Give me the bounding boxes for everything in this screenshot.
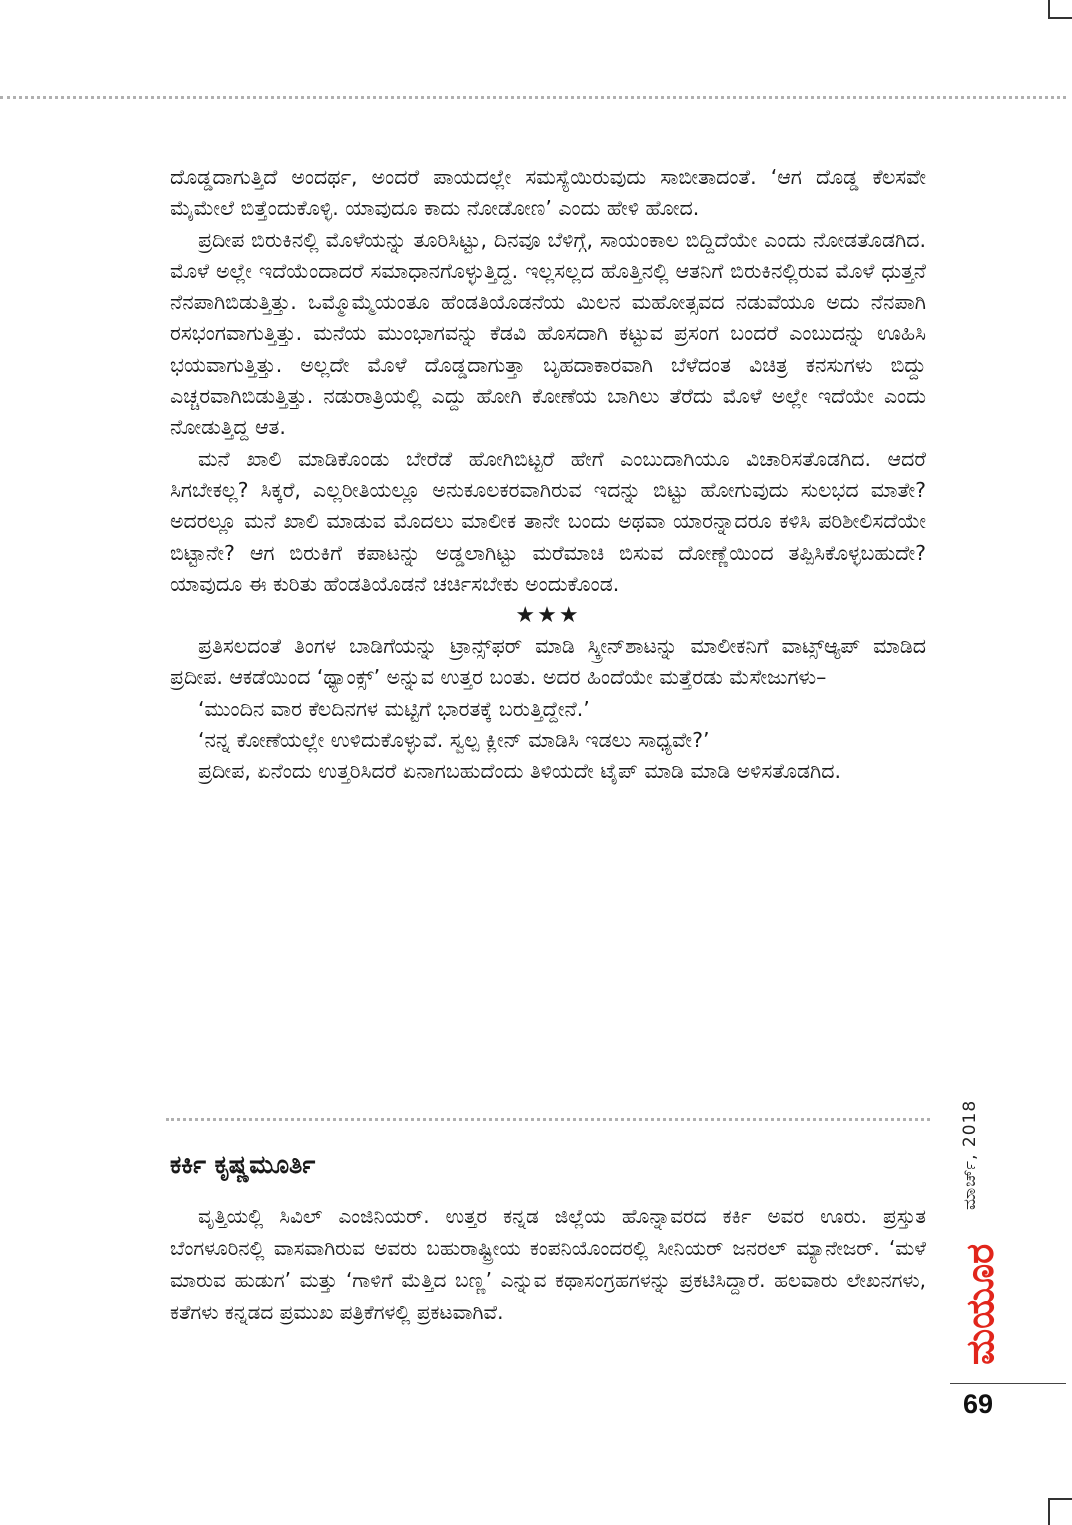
page-number: 69 bbox=[963, 1389, 994, 1419]
section-separator: ★★★ bbox=[515, 603, 581, 629]
crop-mark-bottom-right-h bbox=[1048, 1498, 1072, 1500]
header-dotted-rule bbox=[0, 96, 1066, 99]
story-body bbox=[170, 162, 926, 788]
story-dialogue: ‘ನನ್ನ ಕೋಣೆಯಲ್ಲೇ ಉಳಿದುಕೊಳ್ಳುವೆ. ಸ್ವಲ್ಪ ಕ್ಲೀನ್ ಮಾಡಿಸಿ ಇಡಲು ಸಾಧ್ಯವೇ?’ bbox=[198, 728, 710, 753]
story-paragraph: ಮನೆ ಖಾಲಿ ಮಾಡಿಕೊಂಡು ಬೇರೆಡೆ ಹೋಗಿಬಿಟ್ಟರೆ ಹೇಗೆ ಎಂಬುದಾಗಿಯೂ ವಿಚಾರಿಸತೊಡಗಿದ. ಆದರೆ ಸಿಗಬೇಕಲ್ಲ? ಸಿಕ್ಕರೆ, ಎಲ್ಲರೀತಿಯಲ್ಲೂ ಅನುಕೂಲಕರವಾಗಿರುವ ಇದನ್ನು ಬಿಟ್ಟು ಹೋಗುವುದು ಸುಲಭದ ಮಾತೇ? ಅದರಲ್ಲೂ ಮನೆ ಖಾಲಿ ಮಾಡುವ ಮೊದಲು ಮಾಲೀಕ ತಾನೇ ಬಂದು ಅಥವಾ ಯಾರನ್ನಾದರೂ ಕಳಿಸಿ ಪರಿಶೀಲಿಸದೆಯೇ ಬಿಟ್ಟಾನೇ? ಆಗ ಬಿರುಕಿಗೆ ಕಪಾಟನ್ನು ಅಡ್ಡಲಾಗಿಟ್ಟು ಮರೆಮಾಚಿ ಬಿಸುವ ದೋಣ್ಣೆಯಿಂದ ತಪ್ಪಿಸಿಕೊಳ್ಳಬಹುದೇ? ಯಾವುದೂ ಈ ಕುರಿತು ಹೆಂಡತಿಯೊಡನೆ ಚರ್ಚಿಸಬೇಕು ಅಂದುಕೊಂಡ. bbox=[170, 446, 926, 596]
issue-date: ಮಾರ್ಚ್, 2018 bbox=[960, 1100, 980, 1211]
story-dialogue: ‘ಮುಂದಿನ ವಾರ ಕೆಲದಿನಗಳ ಮಟ್ಟಿಗೆ ಭಾರತಕ್ಕೆ ಬರುತ್ತಿದ್ದೇನೆ.’ bbox=[198, 696, 590, 721]
story-paragraph: ದೊಡ್ಡದಾಗುತ್ತಿದೆ ಅಂದರ್ಥ, ಅಂದರೆ ಪಾಯದಲ್ಲೇ ಸಮಸ್ಯೆಯಿರುವುದು ಸಾಬೀತಾದಂತೆ. ‘ಆಗ ದೊಡ್ಡ ಕೆಲಸವೇ ಮೈಮೇಲೆ ಬಿತ್ತೆಂದುಕೊಳ್ಳಿ. ಯಾವುದೂ ಕಾದು ನೋಡೋಣ’ ಎಂದು ಹೇಳಿ ಹೋದ. bbox=[170, 165, 926, 221]
story-paragraph: ಪ್ರದೀಪ ಬಿರುಕಿನಲ್ಲಿ ಮೊಳೆಯನ್ನು ತೂರಿಸಿಟ್ಟು, ದಿನವೂ ಬೆಳಿಗ್ಗೆ, ಸಾಯಂಕಾಲ ಬಿದ್ದಿದೆಯೇ ಎಂದು ನೋಡತೊಡಗಿದ. ಮೊಳೆ ಅಲ್ಲೇ ಇದೆಯೆಂದಾದರೆ ಸಮಾಧಾನಗೊಳ್ಳುತ್ತಿದ್ದ. ಇಲ್ಲಸಲ್ಲದ ಹೊತ್ತಿನಲ್ಲಿ ಆತನಿಗೆ ಬಿರುಕಿನಲ್ಲಿರುವ ಮೊಳೆ ಧುತ್ತನೆ ನೆನಪಾಗಿಬಿಡುತ್ತಿತ್ತು. ಒಮ್ಮೊಮ್ಮೆಯಂತೂ ಹೆಂಡತಿಯೊಡನೆಯ ಮಿಲನ ಮಹೋತ್ಸವದ ನಡುವೆಯೂ ಅದು ನೆನಪಾಗಿ ರಸಭಂಗವಾಗುತ್ತಿತ್ತು. ಮನೆಯ ಮುಂಭಾಗವನ್ನು ಕೆಡವಿ ಹೊಸದಾಗಿ ಕಟ್ಟುವ ಪ್ರಸಂಗ ಬಂದರೆ ಎಂಬುದನ್ನು ಊಹಿಸಿ ಭಯವಾಗುತ್ತಿತ್ತು. ಅಲ್ಲದೇ ಮೊಳೆ ದೊಡ್ಡದಾಗುತ್ತಾ ಬೃಹದಾಕಾರವಾಗಿ ಬೆಳೆದಂತ ವಿಚಿತ್ರ ಕನಸುಗಳು ಬಿದ್ದು ಎಚ್ಚರವಾಗಿಬಿಡುತ್ತಿತ್ತು. ನಡುರಾತ್ರಿಯಲ್ಲಿ ಎದ್ದು ಹೋಗಿ ಕೋಣೆಯ ಬಾಗಿಲು ತೆರೆದು ಮೊಳೆ ಅಲ್ಲೇ ಇದೆಯೇ ಎಂದು ನೋಡುತ್ತಿದ್ದ ಆತ. bbox=[170, 227, 926, 440]
author-dotted-rule bbox=[166, 1118, 930, 1121]
story-paragraph: ಪ್ರತಿಸಲದಂತೆ ತಿಂಗಳ ಬಾಡಿಗೆಯನ್ನು ಟ್ರಾನ್ಸ್‌ಫರ್ ಮಾಡಿ ಸ್ಕ್ರೀನ್‌ಶಾಟನ್ನು ಮಾಲೀಕನಿಗೆ ವಾಟ್ಸ್‌ಆ್ಯಪ್ ಮಾಡಿದ ಪ್ರದೀಪ. ಆಕಡೆಯಿಂದ ‘ಥ್ಯಾಂಕ್ಸ್’ ಅನ್ನುವ ಉತ್ತರ ಬಂತು. ಅದರ ಹಿಂದೆಯೇ ಮತ್ತೆರಡು ಮೆಸೇಜುಗಳು– bbox=[170, 634, 926, 690]
author-name: ಕರ್ಕಿ ಕೃಷ್ಣಮೂರ್ತಿ bbox=[170, 1150, 316, 1179]
author-bio: ವೃತ್ತಿಯಲ್ಲಿ ಸಿವಿಲ್ ಎಂಜಿನಿಯರ್. ಉತ್ತರ ಕನ್ನಡ ಜಿಲ್ಲೆಯ ಹೊನ್ನಾವರದ ಕರ್ಕಿ ಅವರ ಊರು. ಪ್ರಸ್ತುತ ಬೆಂಗಳೂರಿನಲ್ಲಿ ವಾಸವಾಗಿರುವ ಅವರು ಬಹುರಾಷ್ಟ್ರೀಯ ಕಂಪನಿಯೊಂದರಲ್ಲಿ ಸೀನಿಯರ್ ಜನರಲ್ ಮ್ಯಾನೇಜರ್. ‘ಮಳೆ ಮಾರುವ ಹುಡುಗ’ ಮತ್ತು ‘ಗಾಳಿಗೆ ಮೆತ್ತಿದ ಬಣ್ಣ’ ಎನ್ನುವ ಕಥಾಸಂಗ್ರಹಗಳನ್ನು ಪ್ರಕಟಿಸಿದ್ದಾರೆ. ಹಲವಾರು ಲೇಖನಗಳು, ಕತೆಗಳು ಕನ್ನಡದ ಪ್ರಮುಖ ಪತ್ರಿಕೆಗಳಲ್ಲಿ ಪ್ರಕಟವಾಗಿವೆ. bbox=[170, 1204, 926, 1324]
magazine-logo: ಮಯೂರ bbox=[958, 1243, 1002, 1365]
sidebar bbox=[960, 1100, 1000, 1378]
crop-mark-bottom-right bbox=[1048, 1498, 1050, 1525]
story-paragraph: ಪ್ರದೀಪ, ಏನೆಂದು ಉತ್ತರಿಸಿದರೆ ಏನಾಗಬಹುದೆಂದು ತಿಳಿಯದೇ ಟೈಪ್ ಮಾಡಿ ಮಾಡಿ ಅಳಿಸತೊಡಗಿದ. bbox=[198, 759, 842, 784]
crop-mark-top-right bbox=[1048, 0, 1050, 18]
page-number-rule bbox=[950, 1383, 1066, 1384]
crop-mark-top-right-h bbox=[1048, 17, 1072, 19]
